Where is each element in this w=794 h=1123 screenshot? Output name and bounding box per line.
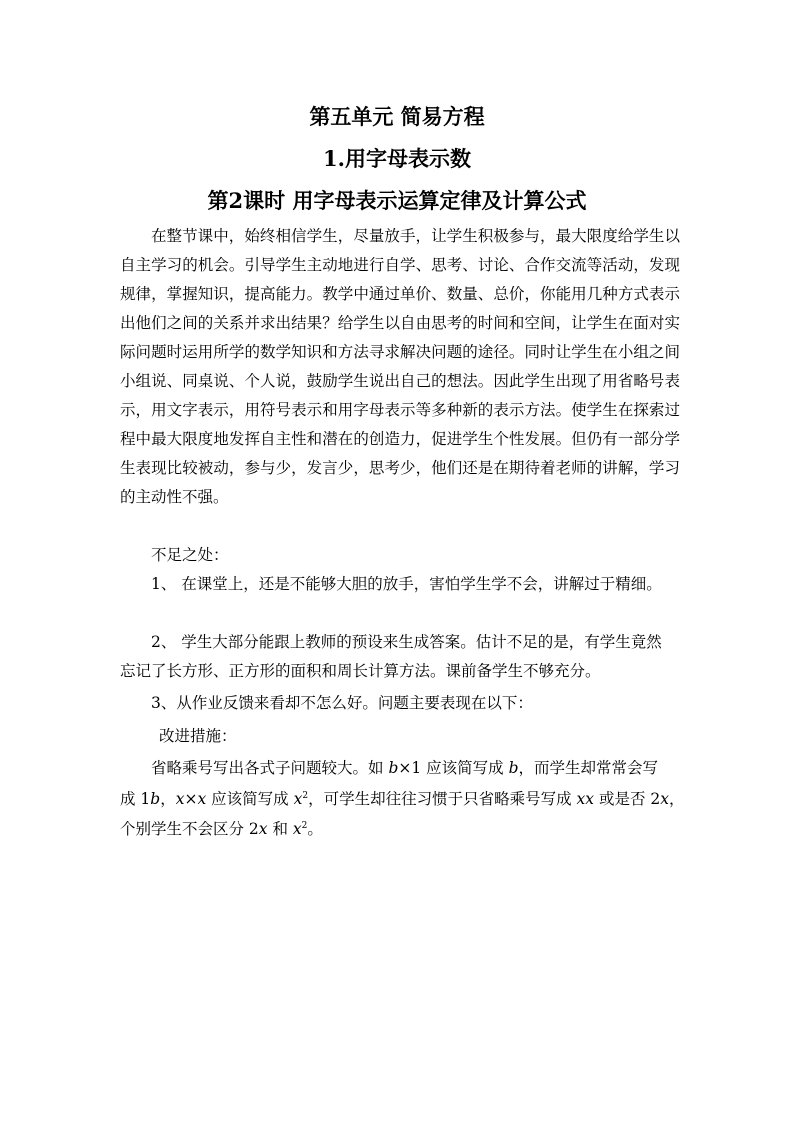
text-span: 个别学生不会区分 2 xyxy=(120,820,259,838)
intro-paragraph: 在整节课中，始终相信学生，尽量放手，让学生积极参与，最大限度给学生以自主学习的机会。引导学生主动地进行自学、思考、讨论、合作交流等活动，发现规律，掌握知识，提高能力。教学中通过单价、数量、总价，你能用几种方式表示出他们之间的关系并求出结果？给学生以自由思考的时间和空间，让学生在面对实际问题时运用所学的数学知识和方法寻求解决问题的途径。同时让学生在小组之间小组说、同桌说、个人说，鼓励学生说出自己的想法。因此学生出现了用省略号表示，用文字表示，用符号表示和用字母表示等多种新的表示方法。使学生在探索过程中最大限度地发挥自主性和潜在的创造力，促进学生个性发展。但仍有一部分学生表现比较被动，参与少，发言少，思考少，他们还是在期待着老师的讲解，学习的主动性不强。 xyxy=(120,227,680,506)
text-span: 。 xyxy=(307,820,323,838)
text-span: 省略乘号写出各式子问题较大。如 xyxy=(151,759,389,777)
text-span: 应该简写成 xyxy=(206,790,294,808)
improvement-line-1 xyxy=(151,754,721,783)
math-var: x xyxy=(175,790,185,808)
math-var: b xyxy=(388,759,399,777)
text-span: 和 xyxy=(267,820,293,838)
math-var: x xyxy=(660,790,669,808)
text-span: ， xyxy=(160,790,176,808)
shortcoming-item-2-line-2: 忘记了长方形、正方形的面积和周长计算方法。课前备学生不够充分。 xyxy=(120,662,601,680)
improvement-heading: 改进措施： xyxy=(159,727,237,745)
text-span: ，可学生却往往习惯于只省略乘号写成 xyxy=(308,790,577,808)
math-var: xx xyxy=(576,790,595,808)
section-title: 1.用字母表示数 xyxy=(323,146,471,171)
intro-paragraph-block xyxy=(120,222,680,512)
shortcoming-item-1: 1、 在课堂上，还是不能够大胆的放手，害怕学生学不会，讲解过于精细。 xyxy=(151,575,662,593)
text-span: ×1 应该简写成 xyxy=(398,759,509,777)
improvement-line-3 xyxy=(120,815,690,844)
text-span: 或是否 2 xyxy=(594,790,661,808)
math-var: x xyxy=(293,790,303,808)
text-span: ， xyxy=(668,790,685,808)
math-var: x xyxy=(197,790,207,808)
math-var: x xyxy=(292,820,302,838)
math-var: b xyxy=(150,790,161,808)
lesson-title: 第2课时 用字母表示运算定律及计算公式 xyxy=(207,188,587,213)
text-span: × xyxy=(184,790,198,808)
shortcoming-item-3: 3、从作业反馈来看却不怎么好。问题主要表现在以下： xyxy=(151,694,533,712)
shortcoming-item-2-line-1: 2、 学生大部分能跟上教师的预设来生成答案。估计不足的是，有学生竟然 xyxy=(151,633,662,651)
improvement-line-2 xyxy=(120,785,690,814)
text-span: 成 1 xyxy=(120,790,151,808)
math-var: x xyxy=(258,820,268,838)
superscript: 2 xyxy=(302,791,309,801)
math-var: b xyxy=(508,759,519,777)
text-span: ，而学生却常常会写 xyxy=(518,759,659,777)
superscript: 2 xyxy=(301,821,308,831)
unit-title: 第五单元 简易方程 xyxy=(309,104,485,129)
shortcomings-heading: 不足之处： xyxy=(151,546,229,564)
